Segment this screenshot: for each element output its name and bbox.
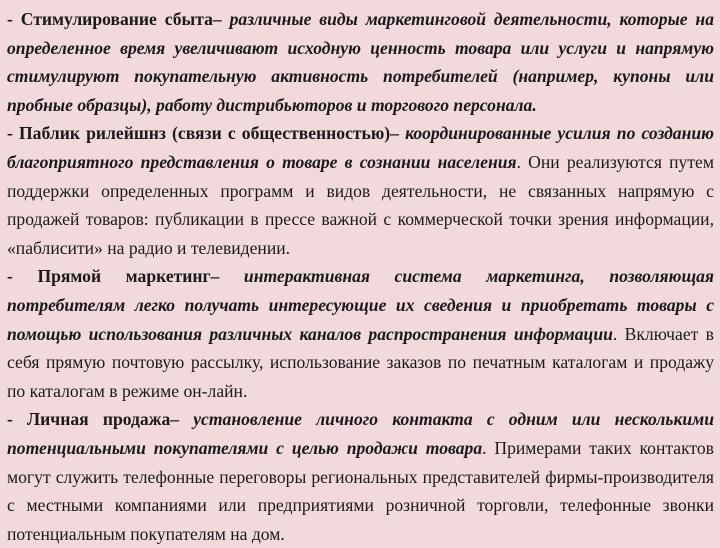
description-personal-selling: . Примерами таких контактов могут служить телефонные переговоры региональных представителей фирмы-производителя с местными компаниями или предприятиями розничной торговли, телефонные звонки потенциальным покупателям на дом. (7, 437, 714, 544)
description-direct-marketing: . Включает в себя прямую почтовую рассылку, использование заказов по печатным каталогам и продажу по каталогам в режиме он-лайн. (7, 323, 714, 401)
definition-public-relations: координированные усилия по созданию благоприятного представления о товаре в сознании населения (7, 123, 714, 172)
definition-personal-selling: установление личного контакта с одним или несколькими потенциальными покупателями с целью продажи товара (7, 409, 714, 458)
term-direct-marketing: Прямой маркетинг (37, 266, 211, 287)
description-public-relations: . Они реализуются путем поддержки определенных программ и видов деятельности, не связанных напрямую с продажей товаров: публикации в прессе важной с коммерческой точки зрения информации, «паблисити» на радио и телевидении. (7, 151, 714, 258)
term-separator: – (212, 9, 230, 29)
term-sales-promotion: Стимулирование сбыта (20, 9, 213, 29)
list-dash: - (7, 9, 21, 29)
term-separator: – (210, 266, 244, 287)
term-separator: – (390, 123, 406, 144)
definition-sales-promotion: различные виды маркетинговой деятельности, которые на определенное время увеличивают исходную ценность товара или услуги и напрямую стимулируют покупательную активность потребителей (например, купоны или пробные образцы), работу дистрибьюторов и торгового персонала. (7, 9, 714, 115)
definition-direct-marketing: интерактивная система маркетинга, позволяющая потребителям легко получать интересующие их сведения и приобретать товары с помощью использования различных каналов распространения информации (7, 266, 714, 344)
list-dash: - (7, 123, 19, 144)
paragraph-personal-selling (7, 405, 714, 548)
term-personal-selling: Личная продажа (27, 409, 171, 430)
paragraph-public-relations (7, 119, 714, 262)
paragraph-sales-promotion (7, 0, 714, 119)
term-public-relations: Паблик рилейшнз (связи с общественностью) (19, 123, 391, 144)
paragraph-direct-marketing (7, 262, 714, 405)
list-dash: - (7, 409, 28, 430)
term-separator: – (170, 409, 194, 430)
list-dash: - (7, 266, 38, 287)
